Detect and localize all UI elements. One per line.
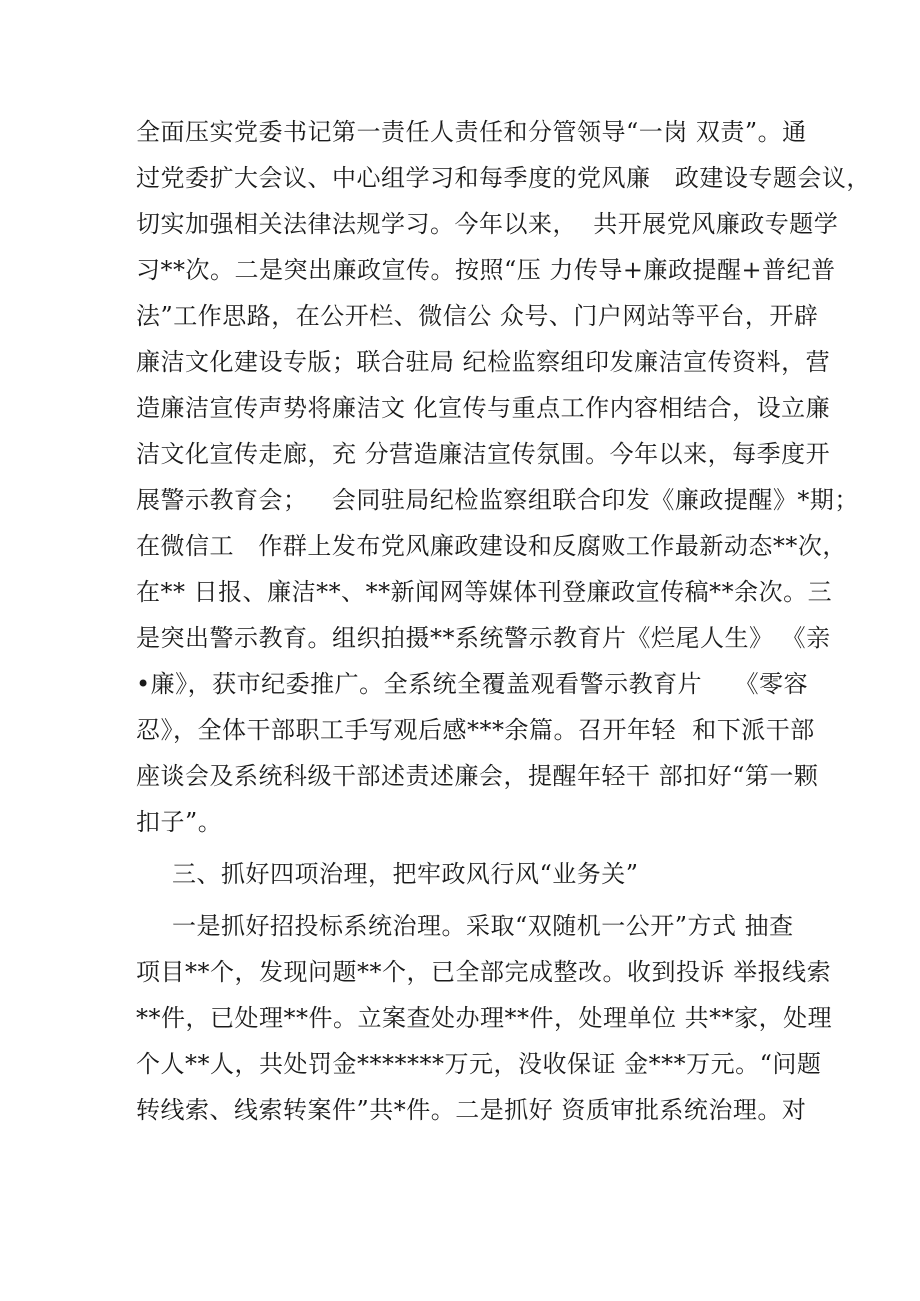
paragraph-line: 在** 日报、廉洁**、**新闻网等媒体刊登廉政宣传稿**余次。三 (136, 578, 833, 606)
paragraph-line: 习**次。二是突出廉政宣传。按照“压 力传导+廉政提醒+普纪普 (136, 256, 836, 284)
paragraph-line: •廉》，获市纪委推广。全系统全覆盖观看警示教育片 《零容 (136, 670, 809, 698)
section-heading: 三、抓好四项治理，把牢政风行风“业务关” (172, 860, 639, 888)
paragraph-line: 切实加强相关法律法规学习。今年以来， 共开展党风廉政专题学 (136, 210, 839, 238)
paragraph-line: 在微信工 作群上发布党风廉政建设和反腐败工作最新动态**次， (136, 532, 847, 560)
paragraph-first-line: 一是抓好招投标系统治理。采取“双随机一公开”方式 抽查 (172, 912, 794, 940)
paragraph-line: 法”工作思路，在公开栏、微信公 众号、门户网站等平台，开辟 (136, 302, 819, 330)
paragraph-line: 洁文化宣传走廊，充 分营造廉洁宣传氛围。今年以来，每季度开 (136, 440, 831, 468)
paragraph-line: 全面压实党委书记第一责任人责任和分管领导“一岗 双责”。通 (136, 118, 807, 146)
paragraph-line: 项目**个，发现问题**个，已全部完成整改。收到投诉 举报线索 (136, 958, 832, 986)
paragraph-line: 座谈会及系统科级干部述责述廉会，提醒年轻干 部扣好“第一颗 (136, 762, 819, 790)
paragraph-line: 过党委扩大会议、中心组学习和每季度的党风廉 政建设专题会议， (136, 164, 871, 192)
paragraph-line: 展警示教育会； 会同驻局纪检监察组联合印发《廉政提醒》*期； (136, 486, 859, 514)
paragraph-line: 是突出警示教育。组织拍摄**系统警示教育片《烂尾人生》 《亲 (136, 624, 831, 652)
paragraph-line: 转线索、线索转案件”共*件。二是抓好 资质审批系统治理。对 (136, 1096, 807, 1124)
paragraph-line: 个人**人，共处罚金*******万元，没收保证 金***万元。“问题 (136, 1050, 822, 1078)
paragraph-line: 忍》，全体干部职工手写观后感***余篇。召开年轻 和下派干部 (136, 716, 815, 744)
paragraph-line: 造廉洁宣传声势将廉洁文 化宣传与重点工作内容相结合，设立廉 (136, 394, 831, 422)
paragraph-line: 廉洁文化建设专版；联合驻局 纪检监察组印发廉洁宣传资料，营 (136, 348, 831, 376)
paragraph-line: 扣子”。 (136, 808, 223, 836)
paragraph-line: **件，已处理**件。立案查处办理**件，处理单位 共**家，处理 (136, 1004, 833, 1032)
